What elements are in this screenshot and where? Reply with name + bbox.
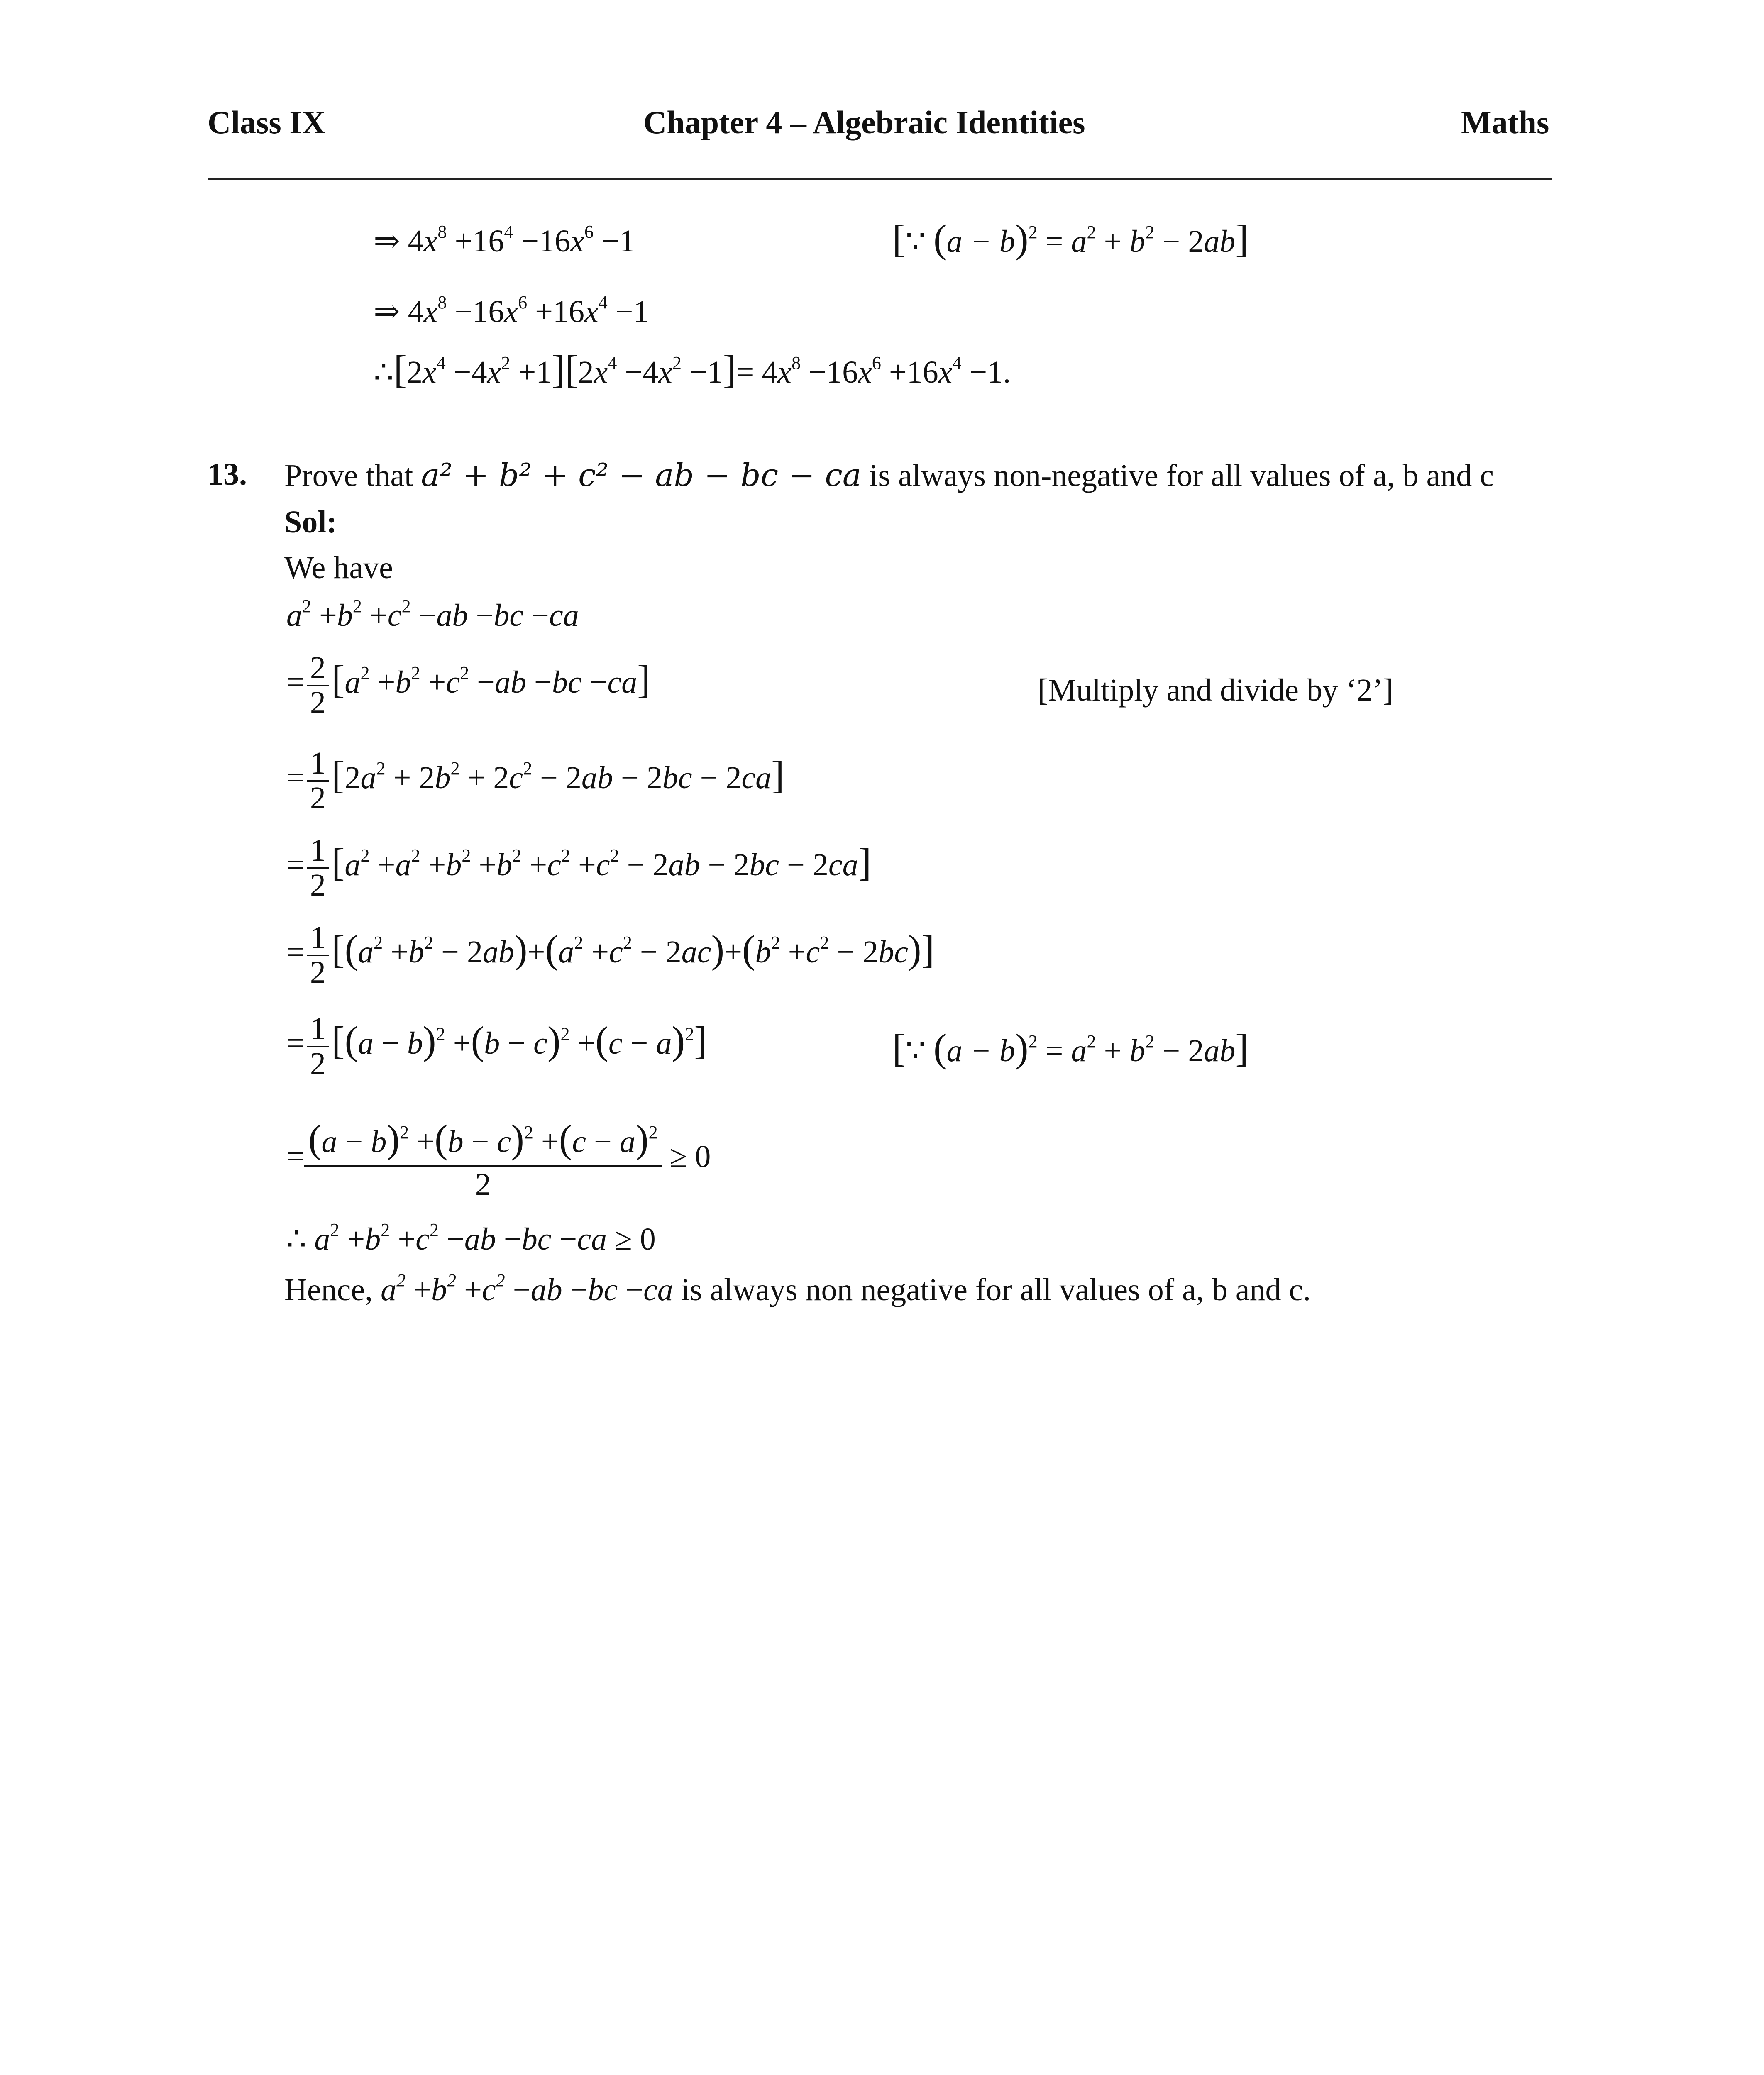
step-split: = $\frac{1}{2}$ $[a^2 +a^2 +b^2 +b^2 +c^2 +c^2 - 2ab - 2bc - 2ca]$ — [286, 833, 872, 903]
step-squares-reason: [∵ $(a - b)^2 = a^2 + b^2 - 2ab$] — [892, 1026, 1248, 1070]
step-multiply-reason: [Multiply and divide by ‘2’] — [1038, 673, 1393, 708]
step-therefore: ∴ $a^2 +b^2 +c^2 -ab -bc -ca \ge 0$ — [286, 1219, 656, 1257]
step-expand: = $\frac{1}{2}$ $[2a^2 + 2b^2 + 2c^2 - 2ab - 2bc - 2ca]$ — [286, 746, 784, 815]
question-text-before: Prove that — [284, 458, 413, 493]
question-text-after: is always non-negative for all values of a, b and c — [869, 458, 1494, 493]
conclusion-suffix: is always non negative for all values of a, b and c. — [681, 1272, 1311, 1307]
header-rule — [208, 178, 1552, 180]
solution-intro: We have — [284, 550, 393, 585]
conclusion-expression: $a^2 +b^2 +c^2 -ab -bc -ca$ — [381, 1270, 673, 1307]
step-multiply-divide: = $\frac{2}{2}$ $[a^2 +b^2 +c^2 -ab -bc -ca]$ — [286, 650, 650, 720]
chapter-title: Chapter 4 – Algebraic Identities — [643, 104, 1085, 140]
prev-step-2: ⇒ $4x^8 -16x^6 +16x^4 -1$ — [374, 292, 649, 329]
prev-step-1-reason: [∵ $(a - b)^2 = a^2 + b^2 - 2ab$] — [892, 217, 1248, 261]
step-squares: = $\frac{1}{2}$ $[(a - b)^2 +(b - c)^2 +(c - a)^2]$ — [286, 1011, 707, 1081]
prev-conclusion: $\therefore[2x^4 -4x^2 +1][2x^4 -4x^2 -1]= 4x^8 -16x^6 +16x^4 -1$. — [374, 347, 1011, 391]
question-text — [284, 456, 1494, 494]
question-expression: a² + b² + c² − ab − bc − ca — [421, 456, 862, 493]
step-group: = $\frac{1}{2}$ $[(a^2 +b^2 - 2ab)+(a^2 +c^2 - 2ac)+(b^2 +c^2 - 2bc)]$ — [286, 920, 935, 990]
conclusion-prefix: Hence, — [284, 1272, 373, 1307]
solution-conclusion — [284, 1272, 1311, 1308]
step-nonnegative: = $\frac{(a - b)^2 +(b - c)^2 +(c - a)^2}{2}$ ≥ 0 — [286, 1117, 711, 1202]
subject-label: Maths — [1461, 104, 1549, 140]
prev-step-1: ⇒ $4x^8 +16^4 -16x^6 -1$ — [374, 221, 635, 259]
step-expression: $a^2 +b^2 +c^2 -ab -bc -ca$ — [286, 596, 579, 633]
solution-label: Sol: — [284, 505, 337, 540]
question-number: 13. — [208, 457, 247, 492]
class-label: Class IX — [208, 104, 325, 140]
